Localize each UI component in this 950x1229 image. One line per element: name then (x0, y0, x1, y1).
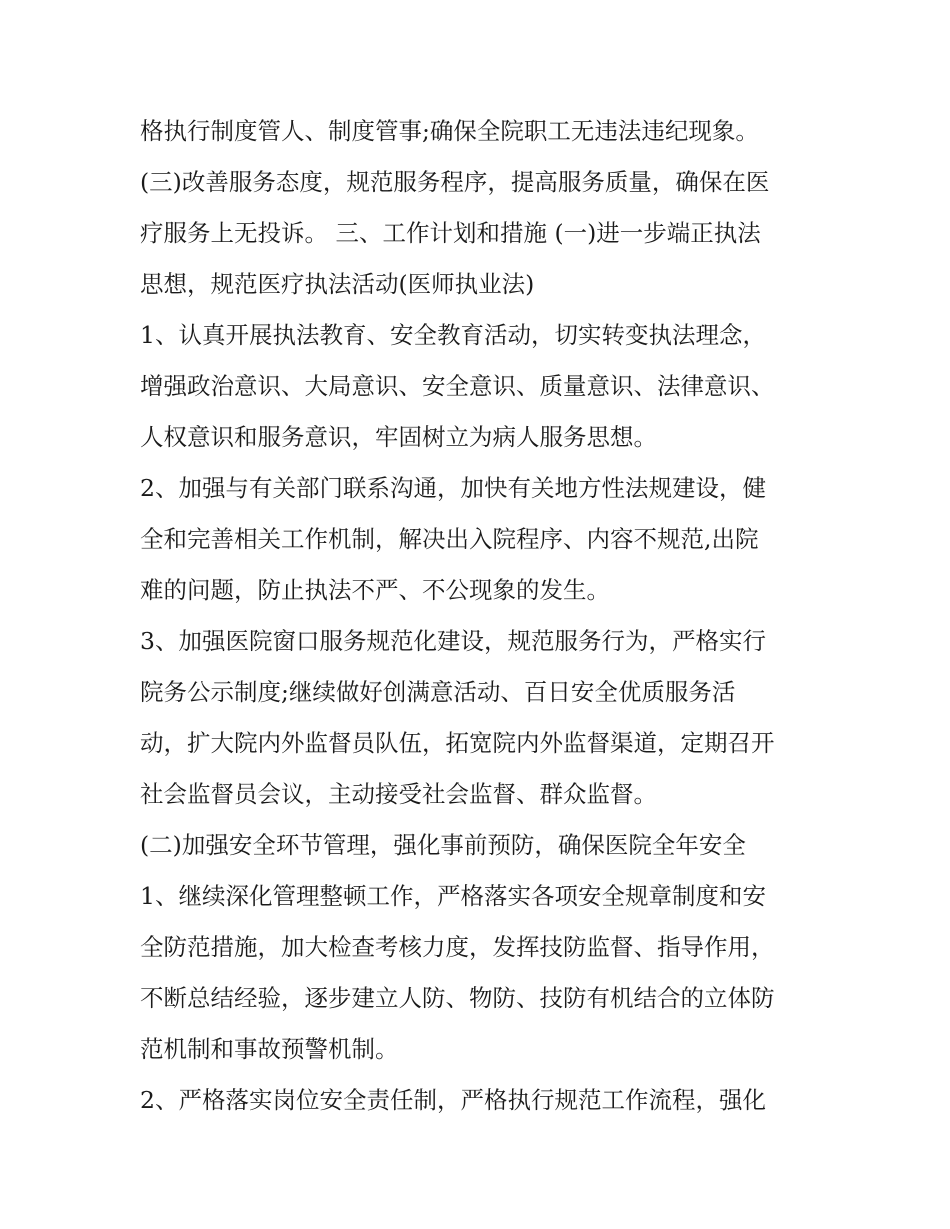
text-line: 3、加强医院窗口服务规范化建设，规范服务行为，严格实行 (140, 627, 766, 655)
text-line: 1、继续深化管理整顿工作，严格落实各项安全规章制度和安 (140, 882, 766, 910)
text-line: 不断总结经验，逐步建立人防、物防、技防有机结合的立体防 (140, 984, 775, 1012)
text-line: 全和完善相关工作机制，解决出入院程序、内容不规范,出院 (140, 525, 759, 553)
text-line: 院务公示制度;继续做好创满意活动、百日安全优质服务活 (140, 678, 736, 706)
text-line: (二)加强安全环节管理，强化事前预防，确保医院全年安全 (140, 831, 746, 859)
text-line: 社会监督员会议，主动接受社会监督、群众监督。 (140, 780, 657, 808)
text-line: 思想，规范医疗执法活动(医师执业法) (140, 270, 535, 298)
text-line: 人权意识和服务意识，牢固树立为病人服务思想。 (140, 423, 657, 451)
text-line: 增强政治意识、大局意识、安全意识、质量意识、法律意识、 (140, 372, 775, 400)
text-line: 范机制和事故预警机制。 (140, 1035, 399, 1063)
text-line: 格执行制度管人、制度管事;确保全院职工无违法违纪现象。 (140, 117, 759, 145)
text-line: 动，扩大院内外监督员队伍，拓宽院内外监督渠道，定期召开 (140, 729, 775, 757)
text-line: 2、严格落实岗位安全责任制，严格执行规范工作流程，强化 (140, 1086, 766, 1114)
text-line: 1、认真开展执法教育、安全教育活动，切实转变执法理念， (140, 321, 766, 349)
text-line: 2、加强与有关部门联系沟通，加快有关地方性法规建设，健 (140, 474, 766, 502)
text-line: (三)改善服务态度，规范服务程序，提高服务质量，确保在医 (140, 168, 770, 196)
document-body (140, 106, 830, 1126)
text-line: 难的问题，防止执法不严、不公现象的发生。 (140, 576, 610, 604)
text-line: 疗服务上无投诉。 三、工作计划和措施 (一)进一步端正执法 (140, 219, 761, 247)
text-line: 全防范措施，加大检查考核力度，发挥技防监督、指导作用， (140, 933, 775, 961)
